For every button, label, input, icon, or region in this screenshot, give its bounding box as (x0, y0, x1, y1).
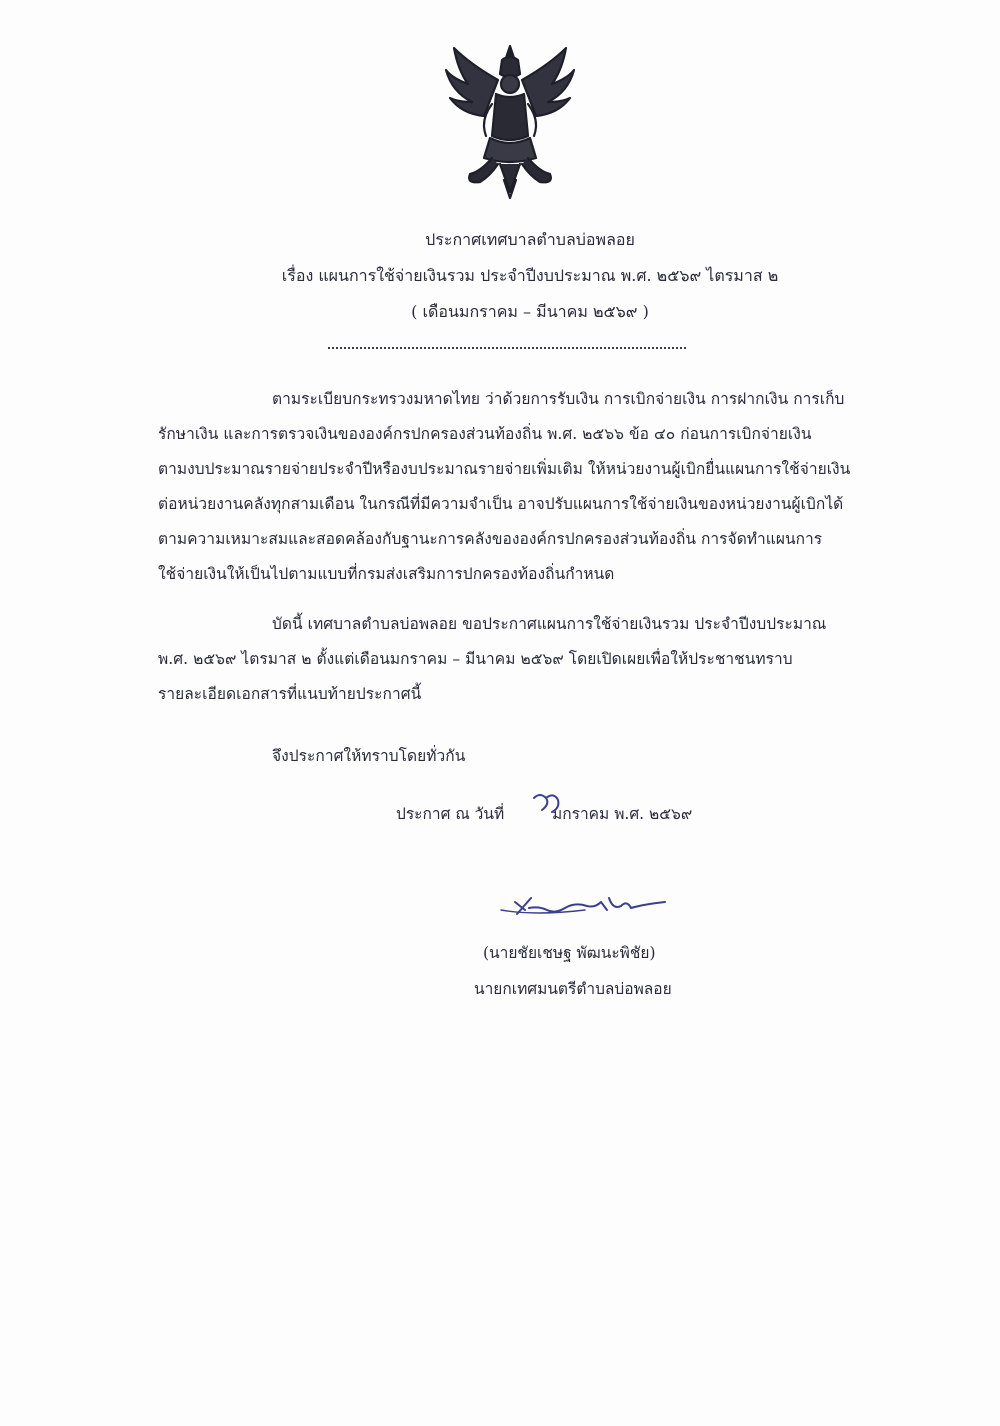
announcement-period: ( เดือนมกราคม – มีนาคม ๒๕๖๙ ) (411, 302, 649, 321)
paragraph-1-line: ตามระเบียบกระทรวงมหาดไทย ว่าด้วยการรับเงิน การเบิกจ่ายเงิน การฝากเงิน การเก็บ (272, 390, 845, 408)
paragraph-1-line: รักษาเงิน และการตรวจเงินขององค์กรปกครองส่วนท้องถิ่น พ.ศ. ๒๕๖๖ ข้อ ๔๐ ก่อนการเบิกจ่ายเงิน (158, 425, 812, 443)
paragraph-2-line: รายละเอียดเอกสารที่แนบท้ายประกาศนี้ (158, 685, 422, 703)
paragraph-2-line: บัดนี้ เทศบาลตำบลบ่อพลอย ขอประกาศแผนการใช้จ่ายเงินรวม ประจำปีงบประมาณ (272, 615, 827, 633)
paragraph-2-line: พ.ศ. ๒๕๖๙ ไตรมาส ๒ ตั้งแต่เดือนมกราคม – มีนาคม ๒๕๖๙ โดยเปิดเผยเพื่อให้ประชาชนทราบ (158, 650, 793, 668)
paragraph-1-line: ใช้จ่ายเงินให้เป็นไปตามแบบที่กรมส่งเสริมการปกครองท้องถิ่นกำหนด (158, 565, 615, 583)
paragraph-1-line: ตามงบประมาณรายจ่ายประจำปีหรืองบประมาณรายจ่ายเพิ่มเติม ให้หน่วยงานผู้เบิกยื่นแผนการใช้จ่ายเงิน (158, 460, 851, 478)
signatory-title: นายกเทศมนตรีตำบลบ่อพลอย (474, 980, 672, 998)
garuda-emblem-icon (440, 40, 580, 200)
signatory-name: (นายชัยเชษฐ พัฒนะพิชัย) (483, 944, 656, 962)
dotted-divider (328, 347, 686, 349)
date-suffix: มกราคม พ.ศ. ๒๕๖๙ (552, 805, 693, 823)
handwritten-day-mark (530, 790, 564, 816)
paragraph-1-line: ต่อหน่วยงานคลังทุกสามเดือน ในกรณีที่มีความจำเป็น อาจปรับแผนการใช้จ่ายเงินของหน่วยงานผู้เบิกได้ (158, 495, 844, 513)
announcement-subject: เรื่อง แผนการใช้จ่ายเงินรวม ประจำปีงบประมาณ พ.ศ. ๒๕๖๙ ไตรมาส ๒ (281, 266, 779, 285)
announcement-heading: ประกาศเทศบาลตำบลบ่อพลอย (425, 230, 635, 249)
handwritten-signature (495, 880, 685, 930)
date-prefix: ประกาศ ณ วันที่ (396, 805, 505, 823)
paragraph-1-line: ตามความเหมาะสมและสอดคล้องกับฐานะการคลังขององค์กรปกครองส่วนท้องถิ่น การจัดทำแผนการ (158, 530, 823, 548)
closing-statement: จึงประกาศให้ทราบโดยทั่วกัน (272, 747, 466, 765)
